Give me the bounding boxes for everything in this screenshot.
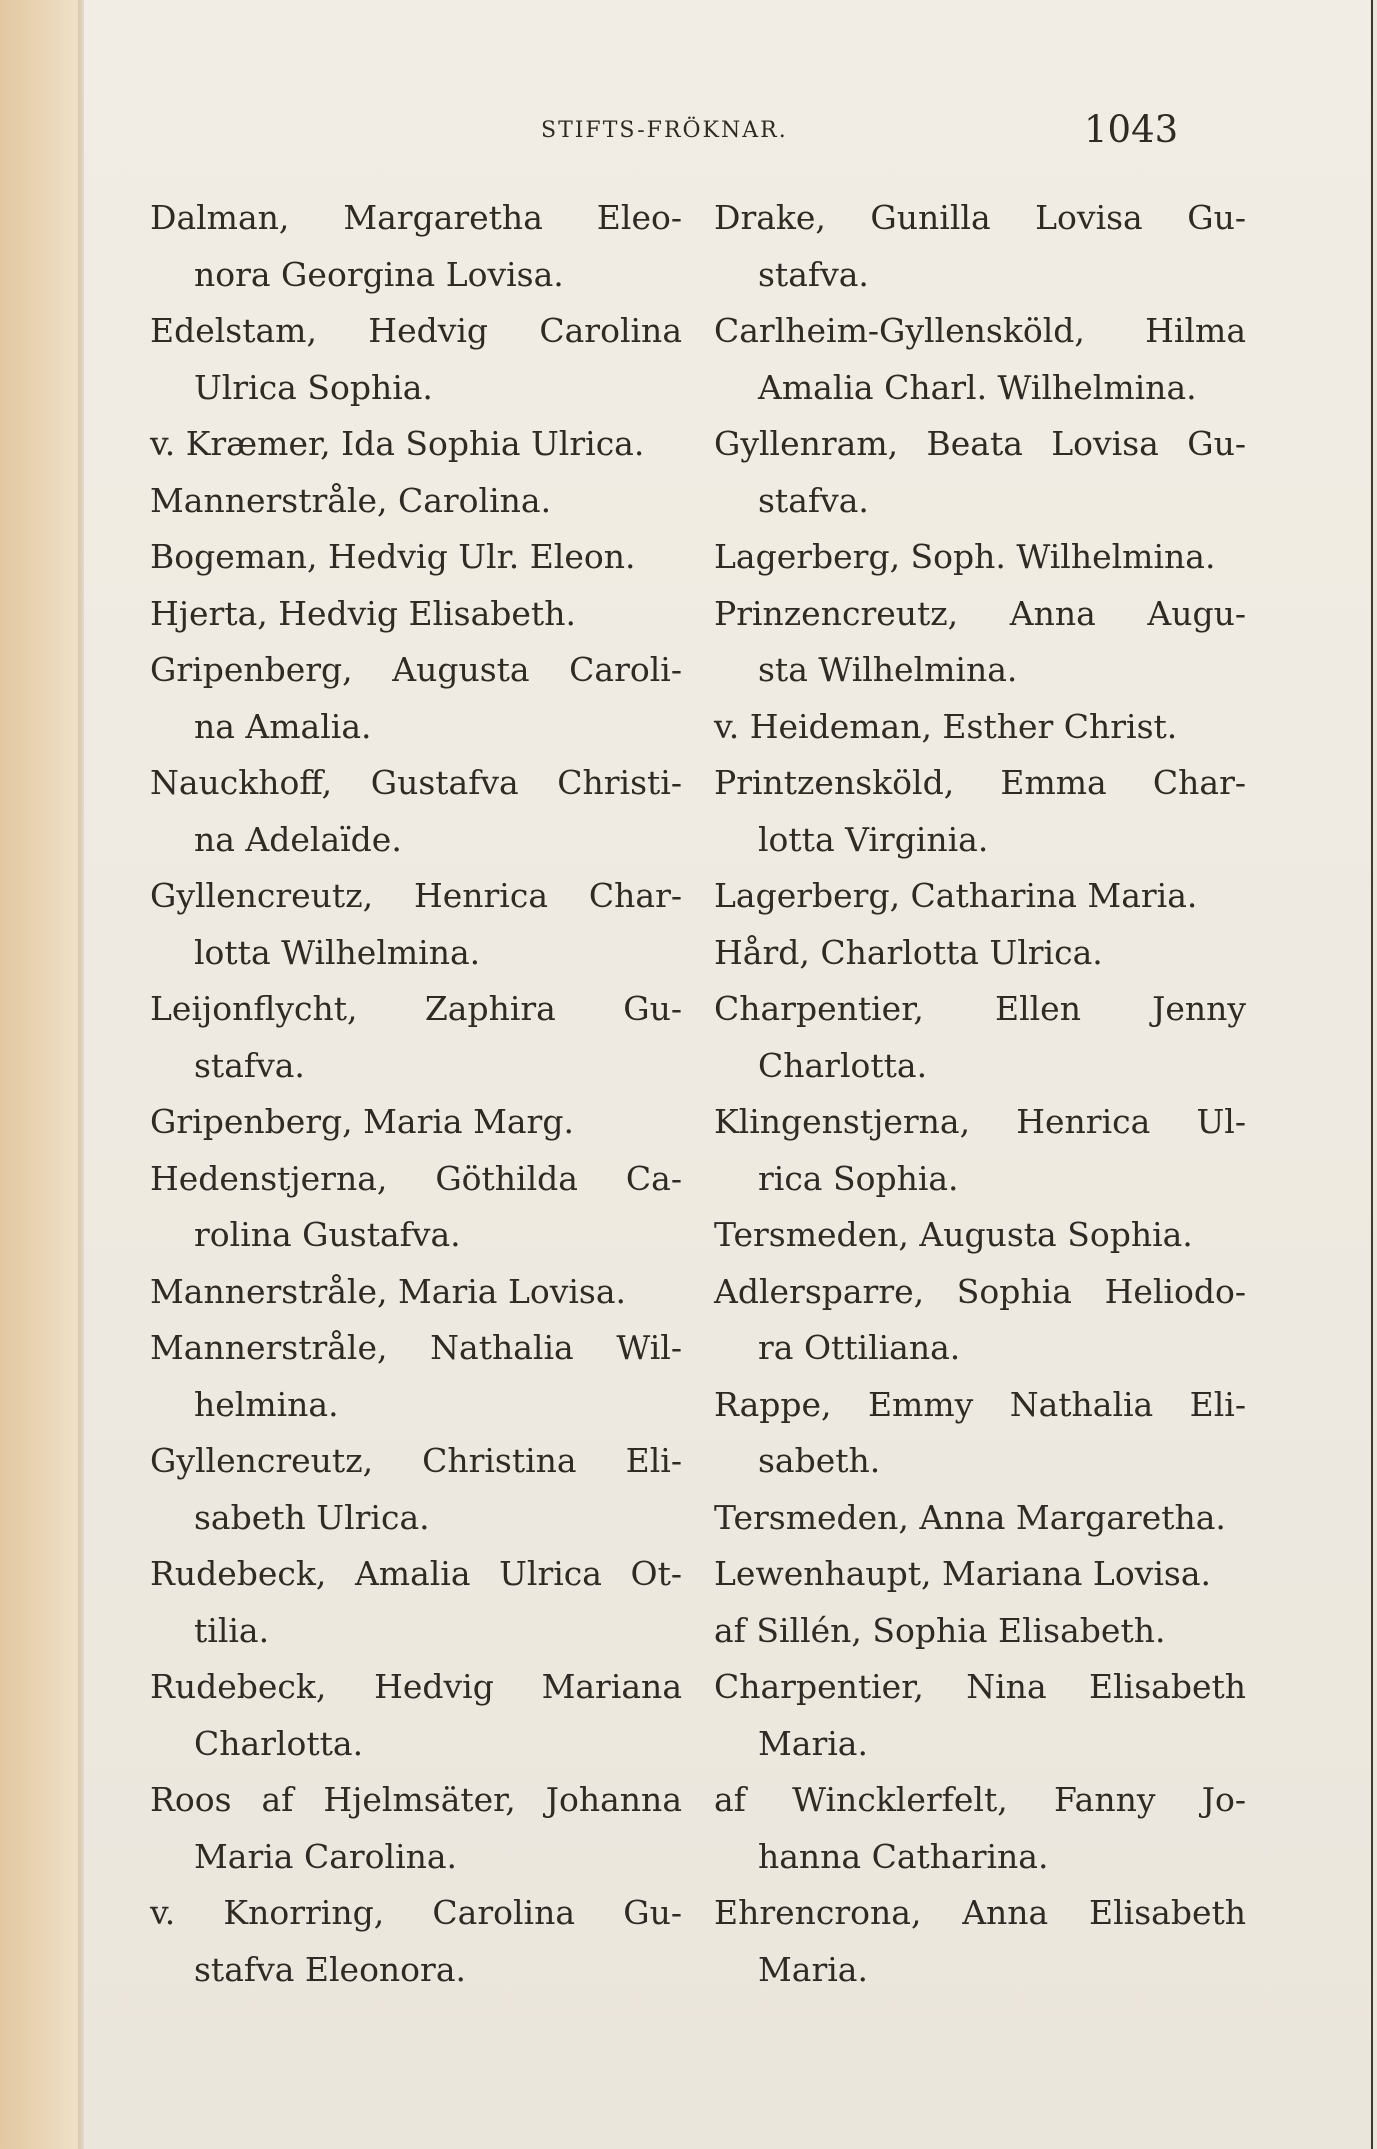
entry-continuation-line: Charlotta. [194,1723,364,1763]
list-entry [150,1885,682,1998]
running-title: STIFTS-FRÖKNAR. [541,118,788,143]
entry-continuation-line: na Adelaïde. [194,819,402,859]
list-entry [714,981,1246,1094]
list-entry [714,1490,1246,1547]
entry-continuation-line: stafva Eleonora. [194,1949,466,1989]
list-entry [714,416,1246,529]
list-entry [714,1772,1246,1885]
entry-line: Charpentier, Ellen Jenny [714,989,1246,1028]
entry-line: Gripenberg, Augusta Caroli- [150,650,682,689]
entry-line: Klingenstjerna, Henrica Ul- [714,1102,1246,1141]
list-entry [150,416,682,473]
entry-line: Gyllenram, Beata Lovisa Gu- [714,424,1246,463]
list-entry [714,868,1246,925]
list-entry [150,586,682,643]
entry-line: Lagerberg, Catharina Maria. [714,876,1198,915]
entry-line: Hedenstjerna, Göthilda Ca- [150,1158,682,1198]
entry-line: Hjerta, Hedvig Elisabeth. [150,593,576,633]
entry-line: Printzensköld, Emma Char- [714,763,1246,802]
entry-line: Gripenberg, Maria Marg. [150,1102,574,1141]
entry-continuation-line: ra Ottiliana. [758,1328,961,1367]
entry-line: v. Kræmer, Ida Sophia Ulrica. [150,424,645,463]
list-entry [150,1772,682,1885]
list-entry [714,303,1246,416]
entry-line: Mannerstråle, Nathalia Wil- [150,1328,682,1367]
entry-continuation-line: stafva. [758,254,869,294]
entry-continuation-line: stafva. [194,1045,305,1085]
entry-line: Lagerberg, Soph. Wilhelmina. [714,537,1216,576]
list-entry [714,1603,1246,1660]
entry-line: Mannerstråle, Carolina. [150,480,552,520]
list-entry [714,586,1246,699]
list-entry [150,1320,682,1433]
entry-line: Gyllencreutz, Christina Eli- [150,1441,682,1480]
entry-line: Mannerstråle, Maria Lovisa. [150,1271,627,1311]
entry-continuation-line: na Amalia. [194,706,372,746]
entry-continuation-line: rica Sophia. [758,1158,959,1198]
entry-continuation-line: helmina. [194,1384,339,1424]
list-entry [714,1659,1246,1772]
left-column [150,190,682,1998]
list-entry [150,1659,682,1772]
entry-line: Leijonflycht, Zaphira Gu- [150,989,682,1028]
list-entry [714,1264,1246,1377]
running-header [0,110,1377,150]
list-entry [150,868,682,981]
list-entry [714,1377,1246,1490]
list-entry [714,190,1246,303]
entry-line: Bogeman, Hedvig Ulr. Eleon. [150,537,636,576]
page-edge [0,0,82,2149]
entry-line: Drake, Gunilla Lovisa Gu- [714,198,1246,237]
list-entry [714,529,1246,586]
entry-continuation-line: hanna Catharina. [758,1836,1049,1876]
entry-line: Edelstam, Hedvig Carolina [150,311,682,350]
list-entry [150,1433,682,1546]
entry-line: af Wincklerfelt, Fanny Jo- [714,1780,1246,1819]
list-entry [150,1094,682,1151]
list-entry [714,1207,1246,1264]
entry-continuation-line: sabeth. [758,1441,881,1480]
entry-continuation-line: Ulrica Sophia. [194,367,433,407]
entry-line: Charpentier, Nina Elisabeth [714,1667,1246,1706]
entry-line: Carlheim-Gyllensköld, Hilma [714,311,1246,350]
right-edge-rule [1371,0,1373,2149]
list-entry [150,642,682,755]
entry-continuation-line: nora Georgina Lovisa. [194,254,564,294]
entry-line: Hård, Charlotta Ulrica. [714,932,1103,972]
entry-line: af Sillén, Sophia Elisabeth. [714,1610,1166,1650]
right-column [714,190,1246,1998]
list-entry [150,190,682,303]
entry-continuation-line: Maria. [758,1949,868,1989]
list-entry [714,925,1246,982]
entry-line: Lewenhaupt, Mariana Lovisa. [714,1554,1211,1593]
list-entry [714,1885,1246,1998]
list-entry [150,303,682,416]
entry-line: v. Knorring, Carolina Gu- [150,1893,682,1932]
entry-line: Adlersparre, Sophia Heliodo- [714,1271,1246,1311]
entry-line: Ehrencrona, Anna Elisabeth [714,1893,1246,1932]
entry-continuation-line: stafva. [758,480,869,520]
entry-line: Rappe, Emmy Nathalia Eli- [714,1384,1246,1424]
entry-line: v. Heideman, Esther Christ. [714,706,1178,746]
entry-continuation-line: sabeth Ulrica. [194,1497,430,1537]
entry-continuation-line: Charlotta. [758,1045,928,1085]
entry-continuation-line: rolina Gustafva. [194,1215,461,1254]
list-entry [150,755,682,868]
entry-continuation-line: lotta Virginia. [758,819,989,859]
entry-line: Tersmeden, Anna Margaretha. [714,1497,1226,1537]
entry-line: Rudebeck, Hedvig Mariana [150,1667,682,1706]
entry-line: Dalman, Margaretha Eleo- [150,198,682,237]
list-entry [714,699,1246,756]
entry-line: Tersmeden, Augusta Sophia. [714,1215,1193,1254]
entry-continuation-line: Maria. [758,1723,868,1763]
entry-line: Gyllencreutz, Henrica Char- [150,876,682,915]
list-entry [714,1094,1246,1207]
entry-line: Nauckhoff, Gustafva Christi- [150,763,682,802]
entry-continuation-line: tilia. [194,1610,270,1650]
list-entry [150,1264,682,1321]
entry-line: Rudebeck, Amalia Ulrica Ot- [150,1554,682,1593]
list-entry [714,755,1246,868]
entry-continuation-line: sta Wilhelmina. [758,650,1018,689]
entry-continuation-line: Maria Carolina. [194,1836,458,1876]
entry-line: Prinzencreutz, Anna Augu- [714,593,1246,633]
page-number: 1043 [1084,108,1179,151]
list-entry [150,529,682,586]
list-entry [150,981,682,1094]
list-entry [150,1546,682,1659]
entry-line: Roos af Hjelmsäter, Johanna [150,1780,682,1819]
entry-continuation-line: Amalia Charl. Wilhelmina. [758,367,1197,407]
entry-continuation-line: lotta Wilhelmina. [194,932,481,972]
list-entry [150,473,682,530]
list-entry [150,1151,682,1264]
list-entry [714,1546,1246,1603]
